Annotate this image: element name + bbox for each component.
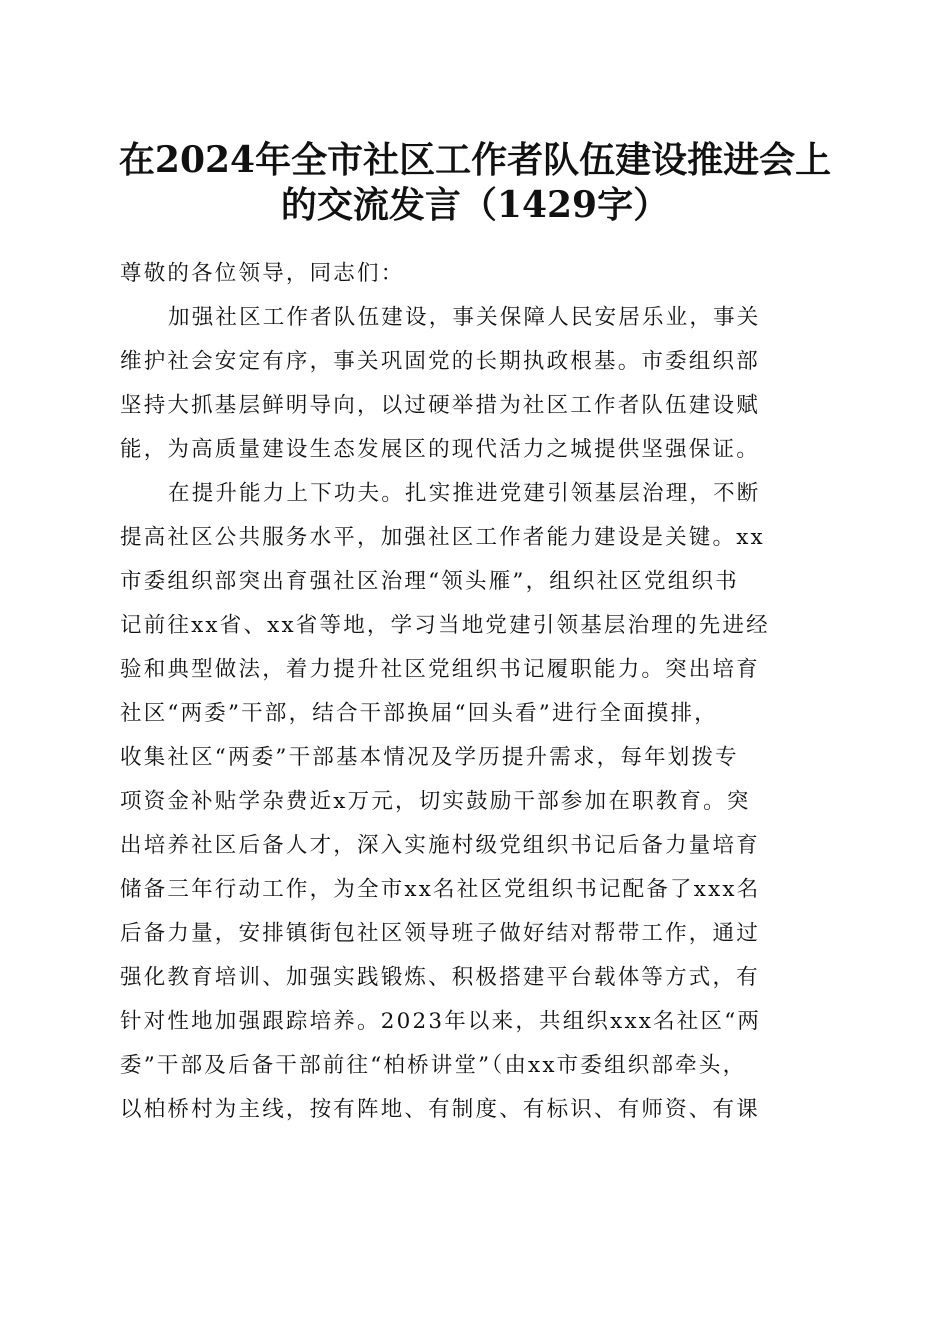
text-line: 针对性地加强跟踪培养。2023年以来，共组织xxx名社区“两	[120, 1009, 762, 1034]
text-line: 记前往xx省、xx省等地，学习当地党建引领基层治理的先进经	[120, 613, 770, 638]
text-line: 市委组织部突出育强社区治理“领头雁”，组织社区党组织书	[120, 569, 739, 594]
text-line: 加强社区工作者队伍建设，事关保障人民安居乐业，事关	[168, 305, 761, 330]
text-line: 社区“两委”干部，结合干部换届“回头看”进行全面摸排，	[120, 701, 718, 726]
text-line: 强化教育培训、加强实践锻炼、积极搭建平台载体等方式，有	[120, 965, 760, 990]
paragraph-2	[120, 472, 830, 1132]
title-line: 在2024年全市社区工作者队伍建设推进会上	[118, 139, 832, 181]
salutation: 尊敬的各位领导，同志们：	[120, 261, 405, 286]
document-body	[120, 252, 830, 1132]
text-line: 提高社区公共服务水平，加强社区工作者能力建设是关键。xx	[120, 525, 765, 550]
text-line: 委”干部及后备干部前往“柏桥讲堂”（由xx市委组织部牵头，	[120, 1053, 747, 1078]
document-title	[100, 138, 850, 228]
text-line: 收集社区“两委”干部基本情况及学历提升需求，每年划拨专	[120, 745, 739, 770]
paragraph-1	[120, 296, 830, 472]
text-line: 以柏桥村为主线，按有阵地、有制度、有标识、有师资、有课	[120, 1097, 760, 1122]
text-line: 验和典型做法，着力提升社区党组织书记履职能力。突出培育	[120, 657, 760, 682]
text-line: 后备力量，安排镇街包社区领导班子做好结对帮带工作，通过	[120, 921, 760, 946]
text-line: 项资金补贴学杂费近x万元，切实鼓励干部参加在职教育。突	[120, 789, 751, 814]
text-line: 在提升能力上下功夫。扎实推进党建引领基层治理，不断	[168, 481, 761, 506]
text-line: 出培养社区后备人才，深入实施村级党组织书记后备力量培育	[120, 833, 760, 858]
text-line: 维护社会安定有序，事关巩固党的长期执政根基。市委组织部	[120, 349, 760, 374]
title-line: 的交流发言（1429字）	[280, 184, 670, 226]
text-line: 坚持大抓基层鲜明导向，以过硬举措为社区工作者队伍建设赋	[120, 393, 760, 418]
text-line: 储备三年行动工作，为全市xx名社区党组织书记配备了xxx名	[120, 877, 761, 902]
text-line: 能，为高质量建设生态发展区的现代活力之城提供坚强保证。	[120, 437, 760, 462]
